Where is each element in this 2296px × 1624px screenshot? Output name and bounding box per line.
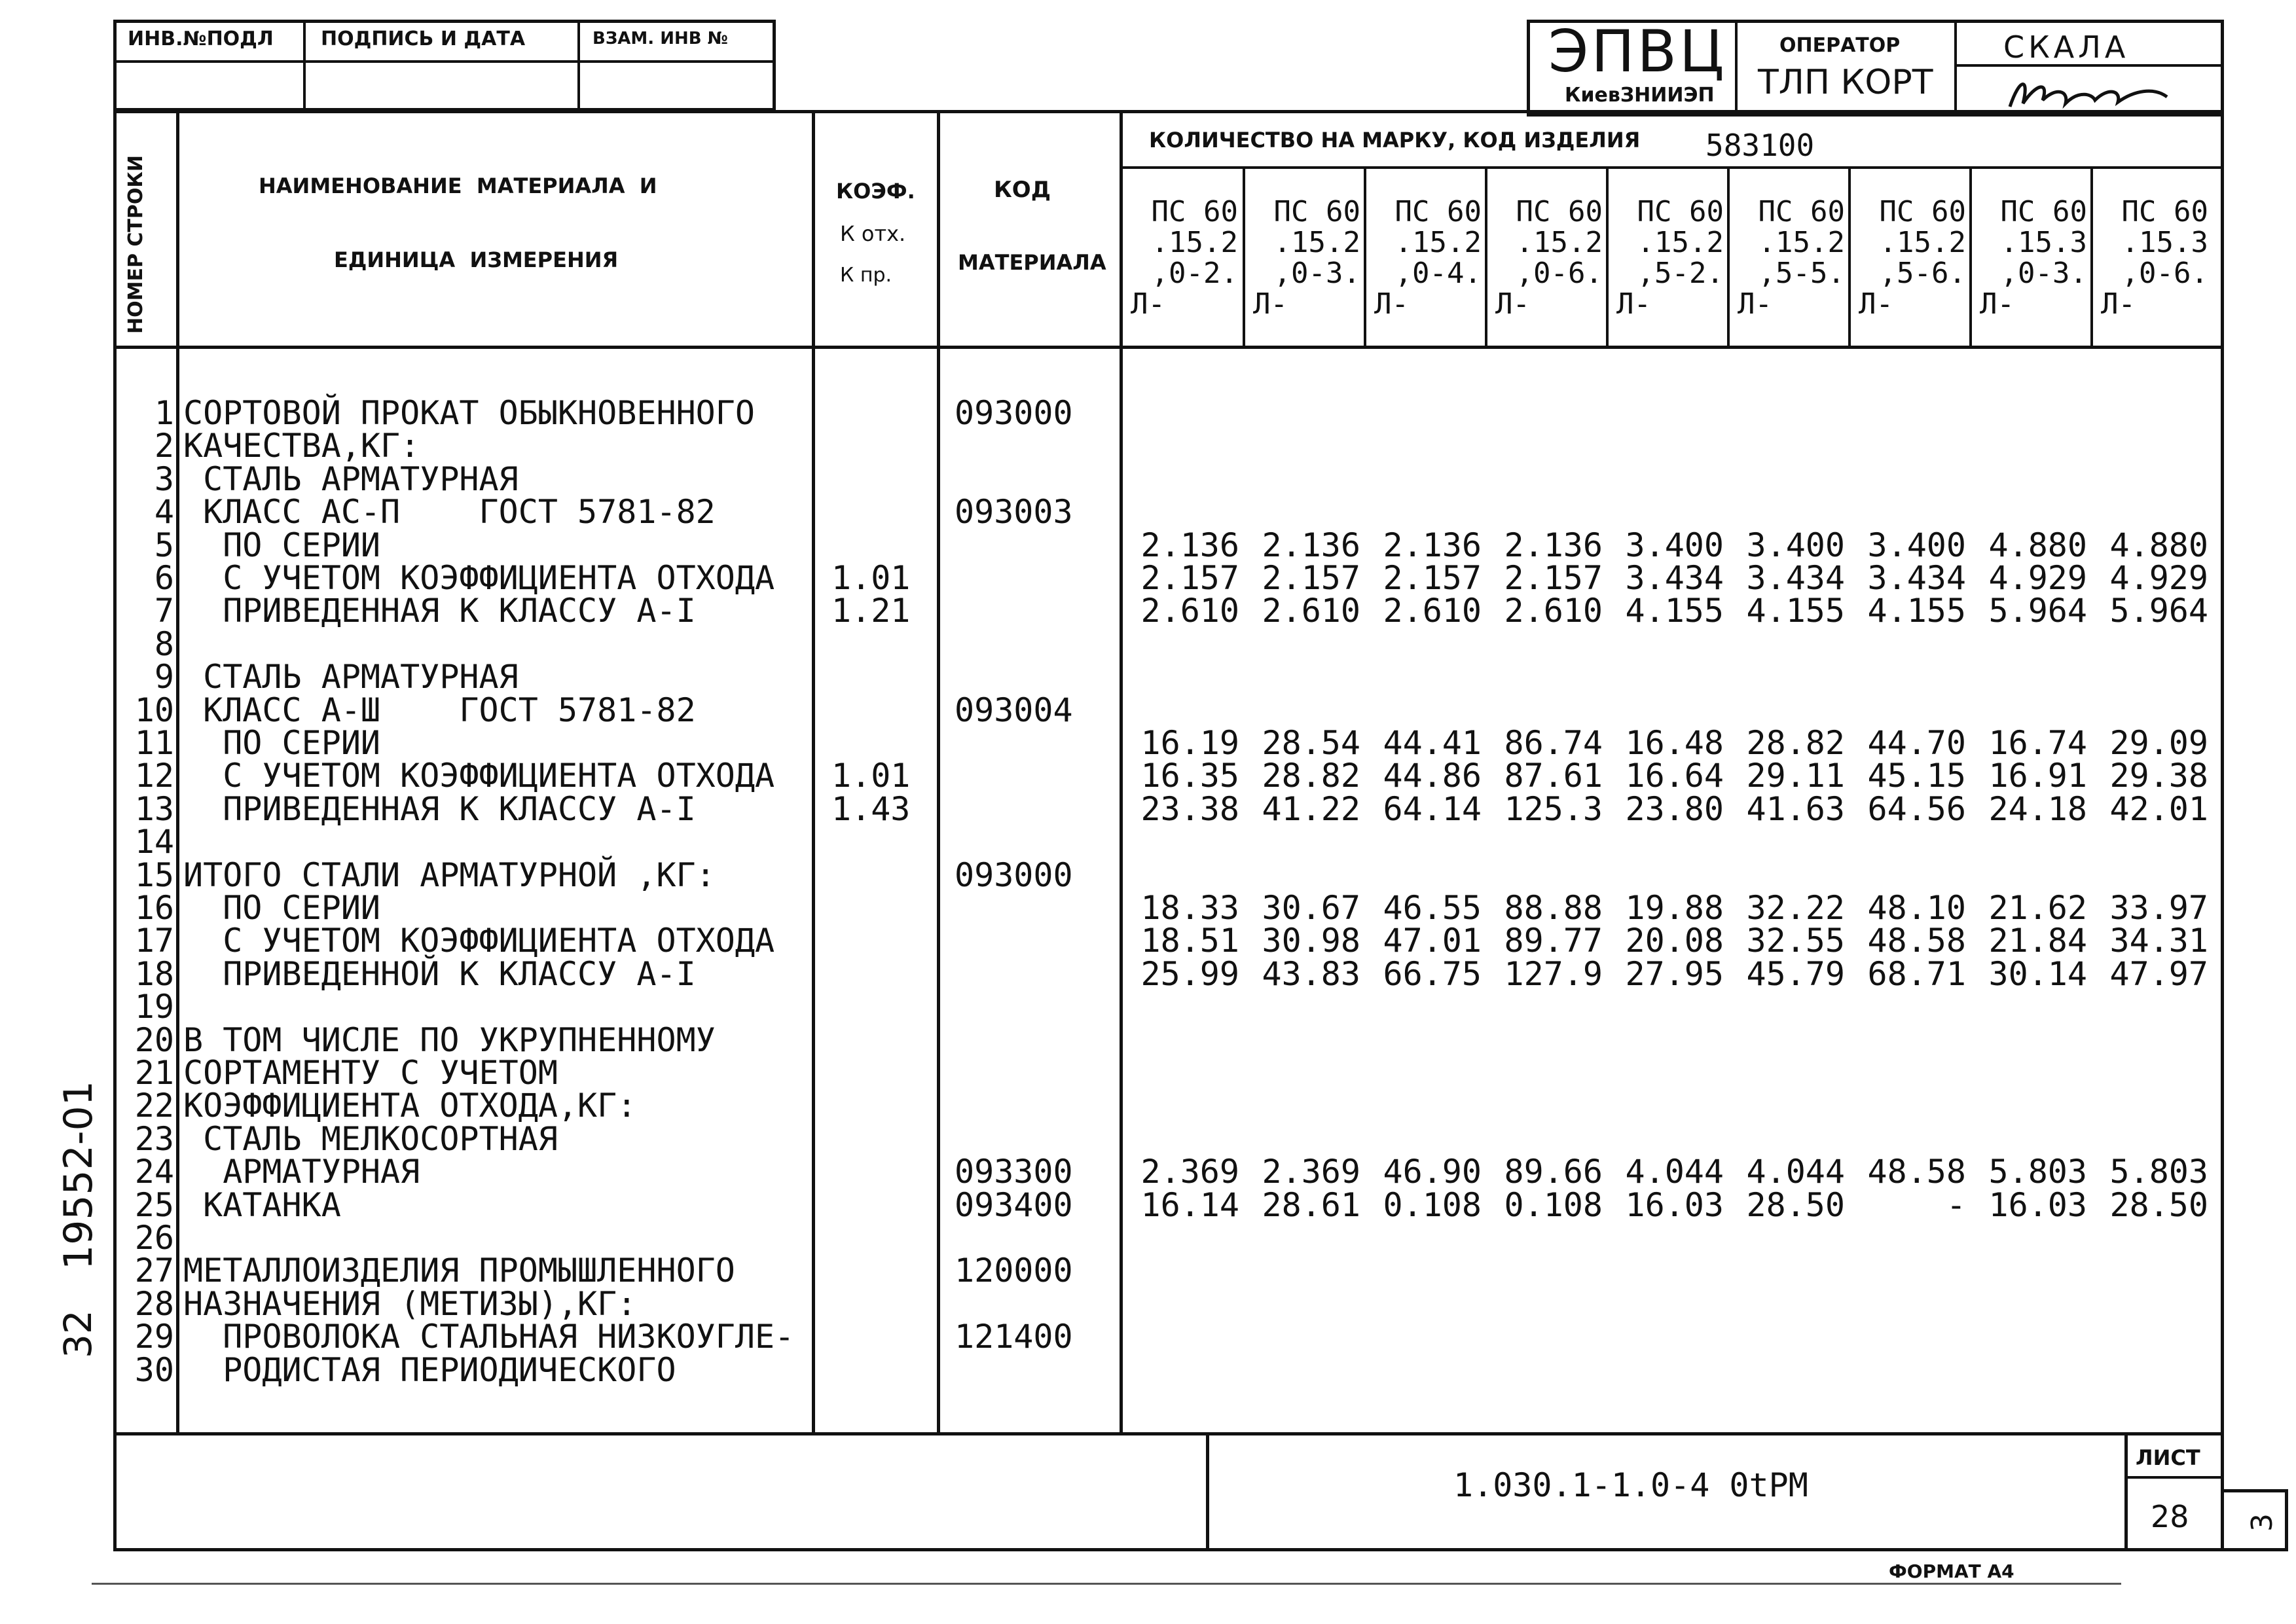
title-divider	[1954, 20, 1957, 117]
material-name: КАТАНКА	[183, 1185, 341, 1224]
quantity-value: 48.58	[1867, 922, 1966, 960]
row-number: 26	[134, 1219, 174, 1257]
mark-header-line: ПС 60	[1394, 195, 1482, 228]
title-divider	[1735, 20, 1738, 117]
material-name: ПРИВЕДЕННАЯ К КЛАССУ А-I	[183, 789, 696, 828]
quantity-value: 88.88	[1504, 889, 1603, 927]
mark-header-line: ,5-6.	[1879, 257, 1966, 290]
material-name-header-2: ЕДИНИЦА ИЗМЕРЕНИЯ	[334, 247, 619, 272]
material-code: 120000	[955, 1252, 1073, 1290]
footer-divider	[2124, 1432, 2128, 1551]
operator-value: ТЛП КОРТ	[1758, 63, 1933, 102]
mark-header-line: ПС 60	[1637, 195, 1724, 228]
material-name: СТАЛЬ АРМАТУРНАЯ	[183, 460, 519, 498]
mark-header-line: ПС 60	[2121, 195, 2208, 228]
quantity-value: 29.38	[2109, 757, 2208, 795]
material-name: КАЧЕСТВА,КГ:	[183, 427, 420, 465]
quantity-value: 3.434	[1625, 559, 1724, 597]
side-number: 19552-01	[56, 1081, 101, 1270]
operator-label: ОПЕРАТОР	[1779, 34, 1901, 57]
row-number: 23	[134, 1119, 174, 1158]
material-name: В ТОМ ЧИСЛЕ ПО УКРУПНЕННОМУ	[183, 1020, 716, 1059]
quantity-value: 16.64	[1625, 757, 1724, 795]
quantity-value: 44.41	[1383, 724, 1482, 762]
quantity-value: 16.14	[1140, 1185, 1239, 1224]
row-number: 24	[134, 1153, 174, 1191]
quantity-value: 34.31	[2109, 922, 2208, 960]
row-number: 17	[134, 922, 174, 960]
mark-header-line: .15.2	[1758, 226, 1845, 259]
edge-mark: 3	[2246, 1513, 2279, 1532]
coefficient: 1.01	[831, 757, 911, 795]
quantity-divider	[1121, 166, 2224, 169]
quantity-value: 2.610	[1383, 592, 1482, 630]
material-name: КЛАСС АС-П ГОСТ 5781-82	[183, 493, 716, 532]
quantity-value: 89.77	[1504, 922, 1603, 960]
quantity-value: 68.71	[1867, 954, 1966, 993]
quantity-value: 45.79	[1746, 954, 1845, 993]
quantity-value: 43.83	[1262, 954, 1360, 993]
row-number: 3	[154, 460, 174, 498]
quantity-value: 86.74	[1504, 724, 1603, 762]
stamp-divider	[113, 60, 776, 63]
mark-header-line: .15.2	[1273, 226, 1360, 259]
quantity-value: 3.400	[1746, 526, 1845, 564]
mark-header-line: Л-	[1738, 287, 1772, 321]
mark-header-line: ,0-6.	[2121, 257, 2208, 290]
quantity-value: 5.964	[1988, 592, 2087, 630]
col-divider	[812, 110, 815, 1435]
row-number: 2	[154, 427, 174, 465]
quantity-value: 16.91	[1988, 757, 2087, 795]
row-number: 4	[154, 493, 174, 532]
quantity-value: 2.157	[1504, 559, 1603, 597]
quantity-value: 21.84	[1988, 922, 2087, 960]
quantity-value: 41.22	[1262, 789, 1360, 828]
format-label: ФОРМАТ А4	[1889, 1561, 2014, 1582]
quantity-value: 28.61	[1262, 1185, 1360, 1224]
row-number: 27	[134, 1252, 174, 1290]
quantity-value: 47.01	[1383, 922, 1482, 960]
material-name: ИТОГО СТАЛИ АРМАТУРНОЙ ,КГ:	[183, 856, 716, 894]
quantity-value: 28.50	[1746, 1185, 1845, 1224]
mark-header-line: ПС 60	[1151, 195, 1238, 228]
mark-header-line: ПС 60	[1758, 195, 1845, 228]
row-number: 5	[154, 526, 174, 564]
material-name: КОЭФФИЦИЕНТА ОТХОДА,КГ:	[183, 1087, 637, 1125]
quantity-value: 87.61	[1504, 757, 1603, 795]
material-name: КЛАСС А-Ш ГОСТ 5781-82	[183, 691, 696, 729]
quantity-value: 2.157	[1262, 559, 1360, 597]
row-number: 29	[134, 1318, 174, 1356]
mark-header-line: Л-	[1131, 287, 1165, 321]
quantity-value: 21.62	[1988, 889, 2087, 927]
mark-header-line: Л-	[1980, 287, 2014, 321]
inv-podl-label: ИНВ.№ПОДЛ	[128, 27, 274, 50]
mark-header-line: ПС 60	[2000, 195, 2087, 228]
quantity-value: 2.610	[1140, 592, 1239, 630]
mark-header-line: ,5-2.	[1637, 257, 1724, 290]
mark-header-line: Л-	[1616, 287, 1651, 321]
row-number: 19	[134, 988, 174, 1026]
quantity-value: 2.610	[1262, 592, 1360, 630]
mark-divider	[1243, 166, 1245, 347]
quantity-value: 23.80	[1625, 789, 1724, 828]
mark-divider	[1727, 166, 1730, 347]
quantity-value: 33.97	[2109, 889, 2208, 927]
material-name: АРМАТУРНАЯ	[183, 1153, 420, 1191]
sheet-number: 28	[2151, 1499, 2189, 1534]
row-number: 21	[134, 1054, 174, 1092]
quantity-value: 64.56	[1867, 789, 1966, 828]
material-name-header-1: НАИМЕНОВАНИЕ МАТЕРИАЛА И	[259, 173, 657, 198]
quantity-value: 30.14	[1988, 954, 2087, 993]
material-code: 121400	[955, 1318, 1073, 1356]
mark-header-line: .15.3	[2000, 226, 2087, 259]
material-name: ПРИВЕДЕННАЯ К КЛАССУ А-I	[183, 592, 696, 630]
quantity-value: 29.11	[1746, 757, 1845, 795]
quantity-value: 2.157	[1140, 559, 1239, 597]
quantity-value: 64.14	[1383, 789, 1482, 828]
quantity-value: 20.08	[1625, 922, 1724, 960]
material-code: 093000	[955, 394, 1073, 432]
material-name: СОРТАМЕНТУ С УЧЕТОМ	[183, 1054, 558, 1092]
quantity-value: 4.929	[1988, 559, 2087, 597]
quantity-value: 32.22	[1746, 889, 1845, 927]
quantity-value: 28.54	[1262, 724, 1360, 762]
quantity-value: 125.3	[1504, 789, 1603, 828]
row-number: 6	[154, 559, 174, 597]
mark-header-line: ,0-3.	[1273, 257, 1360, 290]
quantity-value: 4.044	[1746, 1153, 1845, 1191]
quantity-value: 16.03	[1625, 1185, 1724, 1224]
product-code: 583100	[1705, 128, 1815, 163]
quantity-value: 48.58	[1867, 1153, 1966, 1191]
material-name: С УЧЕТОМ КОЭФФИЦИЕНТА ОТХОДА	[183, 922, 775, 960]
quantity-header: КОЛИЧЕСТВО НА МАРКУ, КОД ИЗДЕЛИЯ	[1149, 128, 1641, 153]
quantity-value: 41.63	[1746, 789, 1845, 828]
stamp-divider	[577, 20, 580, 111]
row-number: 11	[134, 724, 174, 762]
quantity-value: 28.50	[2109, 1185, 2208, 1224]
quantity-value: 32.55	[1746, 922, 1845, 960]
system-name: СКАЛА	[2003, 29, 2130, 65]
mark-header-line: .15.2	[1879, 226, 1966, 259]
row-number: 18	[134, 954, 174, 993]
header-divider	[113, 346, 2224, 349]
mark-header-line: ,0-2.	[1151, 257, 1238, 290]
quantity-value: 5.803	[1988, 1153, 2087, 1191]
quantity-value: 27.95	[1625, 954, 1724, 993]
code-header-2: МАТЕРИАЛА	[958, 250, 1106, 275]
material-name: С УЧЕТОМ КОЭФФИЦИЕНТА ОТХОДА	[183, 559, 775, 597]
row-number: 20	[134, 1020, 174, 1059]
row-number: 22	[134, 1087, 174, 1125]
mark-divider	[1485, 166, 1487, 347]
quantity-value: 2.369	[1140, 1153, 1239, 1191]
quantity-value: 18.51	[1140, 922, 1239, 960]
quantity-value: 23.38	[1140, 789, 1239, 828]
quantity-value: 16.19	[1140, 724, 1239, 762]
material-code: 093004	[955, 691, 1073, 729]
quantity-value: 3.434	[1867, 559, 1966, 597]
quantity-value: 29.09	[2109, 724, 2208, 762]
mark-header-line: Л-	[2101, 287, 2136, 321]
quantity-value: -	[1946, 1185, 1966, 1224]
row-number-header: НОМЕР СТРОКИ	[124, 155, 147, 334]
quantity-value: 2.136	[1504, 526, 1603, 564]
material-code: 093400	[955, 1185, 1073, 1224]
quantity-value: 4.155	[1625, 592, 1724, 630]
quantity-value: 2.136	[1140, 526, 1239, 564]
quantity-value: 4.155	[1867, 592, 1966, 630]
row-number: 7	[154, 592, 174, 630]
mark-header-line: Л-	[1859, 287, 1893, 321]
coefficient: 1.43	[831, 789, 911, 828]
quantity-value: 5.803	[2109, 1153, 2208, 1191]
material-name: МЕТАЛЛОИЗДЕЛИЯ ПРОМЫШЛЕННОГО	[183, 1252, 735, 1290]
material-name: ПО СЕРИИ	[183, 526, 381, 564]
quantity-value: 16.35	[1140, 757, 1239, 795]
material-name: НАЗНАЧЕНИЯ (МЕТИЗЫ),КГ:	[183, 1284, 637, 1323]
quantity-value: 3.400	[1867, 526, 1966, 564]
material-name: СОРТОВОЙ ПРОКАТ ОБЫКНОВЕННОГО	[183, 394, 755, 432]
row-number: 12	[134, 757, 174, 795]
row-number: 25	[134, 1185, 174, 1224]
mark-divider	[1606, 166, 1609, 347]
mark-header-line: ПС 60	[1273, 195, 1360, 228]
quantity-value: 16.74	[1988, 724, 2087, 762]
document-code: 1.030.1-1.0-4 0tPM	[1453, 1466, 1808, 1504]
quantity-value: 46.90	[1383, 1153, 1482, 1191]
footer-block	[113, 1432, 2224, 1551]
quantity-value: 2.369	[1262, 1153, 1360, 1191]
mark-header-line: .15.3	[2121, 226, 2208, 259]
material-code: 093000	[955, 856, 1073, 894]
quantity-value: 28.82	[1262, 757, 1360, 795]
mark-divider	[1848, 166, 1851, 347]
material-name: ПРОВОЛОКА СТАЛЬНАЯ НИЗКОУГЛЕ-	[183, 1318, 795, 1356]
mark-header-line: ,0-6.	[1516, 257, 1603, 290]
col-divider	[176, 110, 179, 1435]
mark-header-line: .15.2	[1151, 226, 1238, 259]
material-name: ПО СЕРИИ	[183, 724, 381, 762]
material-name: СТАЛЬ АРМАТУРНАЯ	[183, 658, 519, 696]
row-number: 30	[134, 1350, 174, 1389]
col-divider	[1120, 110, 1123, 1435]
quantity-value: 47.97	[2109, 954, 2208, 993]
mark-header-line: .15.2	[1394, 226, 1482, 259]
stamp-divider	[303, 20, 306, 111]
mark-divider	[2090, 166, 2093, 347]
quantity-value: 18.33	[1140, 889, 1239, 927]
row-number: 8	[154, 624, 174, 663]
quantity-value: 24.18	[1988, 789, 2087, 828]
quantity-value: 42.01	[2109, 789, 2208, 828]
row-number: 16	[134, 889, 174, 927]
quantity-value: 46.55	[1383, 889, 1482, 927]
quantity-value: 44.86	[1383, 757, 1482, 795]
mark-header-line: ,0-4.	[1394, 257, 1482, 290]
quantity-value: 3.400	[1625, 526, 1724, 564]
org-subname: КиевЗНИИЭП	[1565, 84, 1715, 107]
quantity-value: 25.99	[1140, 954, 1239, 993]
quantity-value: 4.880	[1988, 526, 2087, 564]
footer-divider	[2124, 1476, 2224, 1479]
signature-date-label: ПОДПИСЬ И ДАТА	[321, 27, 526, 50]
footer-divider	[1206, 1432, 1209, 1551]
quantity-value: 2.136	[1262, 526, 1360, 564]
mark-header-line: .15.2	[1637, 226, 1724, 259]
mark-header-line: Л-	[1374, 287, 1409, 321]
side-page: 32	[56, 1310, 100, 1358]
quantity-value: 16.48	[1625, 724, 1724, 762]
material-name: СТАЛЬ МЕЛКОСОРТНАЯ	[183, 1119, 558, 1158]
row-number: 13	[134, 789, 174, 828]
quantity-value: 4.880	[2109, 526, 2208, 564]
row-number: 14	[134, 823, 174, 861]
quantity-value: 3.434	[1746, 559, 1845, 597]
mark-header-line: ,0-3.	[2000, 257, 2087, 290]
vzam-inv-label: ВЗАМ. ИНВ №	[592, 29, 728, 48]
quantity-value: 30.67	[1262, 889, 1360, 927]
quantity-value: 30.98	[1262, 922, 1360, 960]
coefficient: 1.21	[831, 592, 911, 630]
material-name: ПО СЕРИИ	[183, 889, 381, 927]
quantity-value: 0.108	[1383, 1185, 1482, 1224]
col-divider	[937, 110, 940, 1435]
coef-header-3: К пр.	[840, 264, 892, 287]
sheet-label: ЛИСТ	[2136, 1445, 2200, 1470]
mark-header-line: Л-	[1495, 287, 1530, 321]
mark-header-line: ПС 60	[1516, 195, 1603, 228]
mark-header-line: .15.2	[1516, 226, 1603, 259]
row-number: 10	[134, 691, 174, 729]
mark-divider	[1969, 166, 1972, 347]
bottom-rule	[92, 1583, 2121, 1585]
mark-header-line: ,5-5.	[1758, 257, 1845, 290]
mark-divider	[1364, 166, 1366, 347]
quantity-value: 44.70	[1867, 724, 1966, 762]
quantity-value: 5.964	[2109, 592, 2208, 630]
quantity-value: 16.03	[1988, 1185, 2087, 1224]
quantity-value: 4.044	[1625, 1153, 1724, 1191]
material-code: 093300	[955, 1153, 1073, 1191]
quantity-value: 2.136	[1383, 526, 1482, 564]
quantity-value: 19.88	[1625, 889, 1724, 927]
quantity-value: 2.157	[1383, 559, 1482, 597]
quantity-value: 28.82	[1746, 724, 1845, 762]
mark-header-line: Л-	[1253, 287, 1288, 321]
quantity-value: 48.10	[1867, 889, 1966, 927]
mark-header-line: ПС 60	[1879, 195, 1966, 228]
coefficient: 1.01	[831, 559, 911, 597]
quantity-value: 4.929	[2109, 559, 2208, 597]
material-name: С УЧЕТОМ КОЭФФИЦИЕНТА ОТХОДА	[183, 757, 775, 795]
material-name: ПРИВЕДЕННОЙ К КЛАССУ А-I	[183, 954, 696, 993]
coef-header-2: К отх.	[840, 221, 906, 246]
material-code: 093003	[955, 493, 1073, 532]
row-number: 28	[134, 1284, 174, 1323]
org-name: ЭПВЦ	[1548, 18, 1727, 85]
quantity-value: 89.66	[1504, 1153, 1603, 1191]
row-number: 1	[154, 394, 174, 432]
code-header-1: КОД	[994, 177, 1051, 203]
coef-header-1: КОЭФ.	[836, 179, 915, 204]
row-number: 15	[134, 856, 174, 894]
quantity-value: 4.155	[1746, 592, 1845, 630]
row-number: 9	[154, 658, 174, 696]
quantity-value: 45.15	[1867, 757, 1966, 795]
material-name: РОДИСТАЯ ПЕРИОДИЧЕСКОГО	[183, 1350, 676, 1389]
quantity-value: 127.9	[1504, 954, 1603, 993]
quantity-value: 66.75	[1383, 954, 1482, 993]
quantity-value: 2.610	[1504, 592, 1603, 630]
quantity-value: 0.108	[1504, 1185, 1603, 1224]
